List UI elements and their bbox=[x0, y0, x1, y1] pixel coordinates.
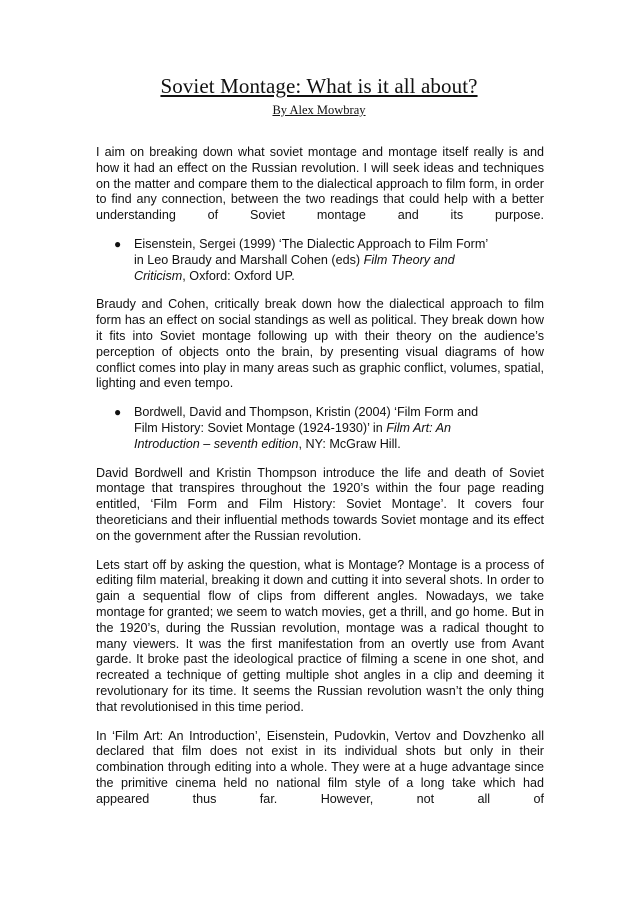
reference-item-2 bbox=[114, 405, 544, 452]
reference-2-text: Bordwell, David and Thompson, Kristin (2004) ‘Film Form and Film History: Soviet Montage (1924-1930)’ in bbox=[134, 405, 479, 435]
intro-paragraph: I aim on breaking down what soviet montage and montage itself really is and how it had an effect on the Russian revolution. I will seek ideas and techniques on the matter and compare them to the dialectical approach to film form, in order to find any connection, between the two readings that could help with a better understanding of Soviet montage and its purpose. bbox=[96, 145, 545, 223]
reference-1-publisher: , Oxford: Oxford UP. bbox=[182, 268, 295, 283]
paragraph-4: Lets start off by asking the question, what is Montage? Montage is a process of editing film material, breaking it down and cutting it into several shots. In order to gain a sequential flow of clips from different angles. Nowadays, we take montage for granted; we seem to watch movies, get a thrill, and go home. But in the 1920’s, during the Russian revolution, montage was a radical thought to many viewers. It was the first manifestation from an overtly use from Avant garde. It broke past the ideological practice of filming a scene in one shot, and recreated a technique of getting multiple shot angles in a clip and deeming it revolutionary for its time. It seems the Russian revolution wasn’t the only thing that revolutionised in this time period. bbox=[96, 557, 545, 714]
reference-1-text: Eisenstein, Sergei (1999) ‘The Dialectic Approach to Film Form’ in Leo Braudy and Marshall Cohen (eds) bbox=[134, 236, 488, 267]
reference-list-2 bbox=[96, 405, 544, 452]
reference-1-title: Film Theory and Criticism bbox=[134, 252, 455, 283]
paragraph-3: David Bordwell and Kristin Thompson introduce the life and death of Soviet montage that transpires throughout the 1920’s within the four page reading entitled, ‘Film Form and Film History: Soviet Montage’. It covers four theoreticians and their influential methods towards Soviet montage and its effect on the government after the Russian revolution. bbox=[96, 465, 544, 543]
bullet-icon: ● bbox=[114, 405, 122, 420]
bullet-icon: ● bbox=[114, 236, 122, 251]
reference-2-title: Film Art: An Introduction – seventh edition bbox=[134, 420, 452, 451]
paragraph-2: Braudy and Cohen, critically break down how the dialectical approach to film form has an effect on social standings as well as political. They break down how it fits into Soviet montage following up with their theory on the audience’s perception of objects onto the brain, by presenting visual diagrams of how conflict comes into play in many areas such as graphic conflict, volumes, spatial, lighting and even tempo. bbox=[96, 297, 544, 391]
document-body bbox=[96, 145, 544, 820]
reference-2-publisher: , NY: McGraw Hill. bbox=[298, 436, 401, 451]
paragraph-5: In ‘Film Art: An Introduction’, Eisenstein, Pudovkin, Vertov and Dovzhenko all declared that film does not exist in its individual shots but only in their combination through editing into a whole. They were at a huge advantage since the primitive cinema held no national film style of a long take which had appeared thus far. However, not all of bbox=[96, 728, 544, 806]
reference-item-1 bbox=[114, 236, 544, 284]
reference-list-1 bbox=[96, 237, 544, 284]
document-author: By Alex Mowbray bbox=[272, 103, 366, 117]
document-title: Soviet Montage: What is it all about? bbox=[160, 74, 478, 98]
